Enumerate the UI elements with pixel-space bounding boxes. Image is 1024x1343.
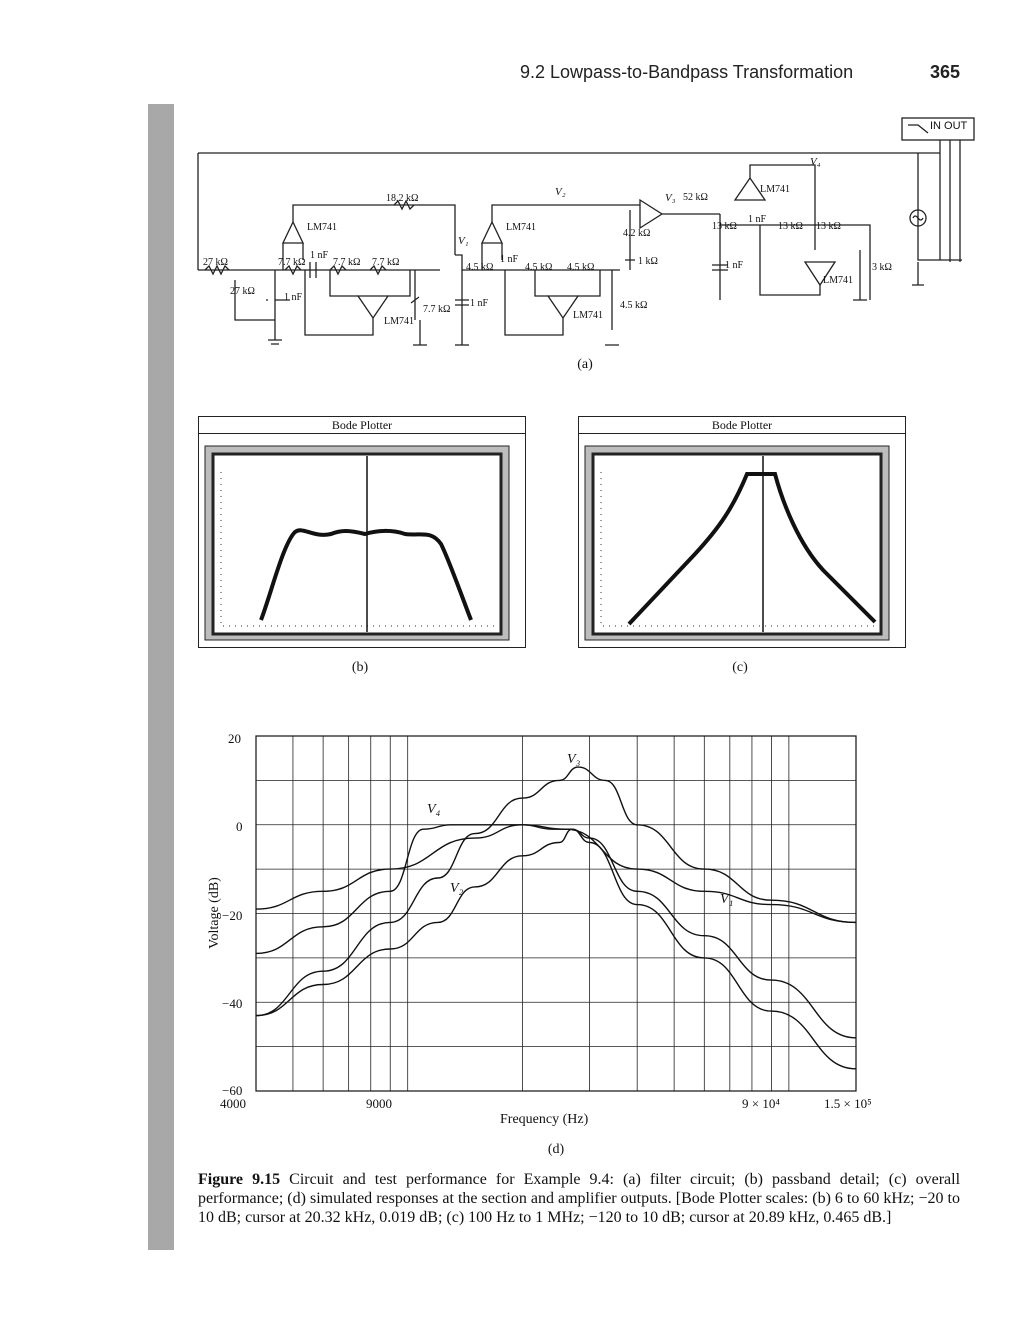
figure-caption: [198, 1170, 960, 1227]
ytick-minus20: −20: [222, 908, 243, 923]
label-1nf-f: 1 nF: [725, 260, 744, 271]
label-77k-b: 7.7 kΩ: [333, 257, 361, 268]
node-v4: V₄: [810, 156, 821, 168]
label-1k: 1 kΩ: [638, 256, 658, 267]
label-3k: 3 kΩ: [872, 262, 892, 273]
label-77k-a: 7.7 kΩ: [278, 257, 306, 268]
chart-series: [256, 767, 856, 1069]
ytick-0: 0: [236, 819, 243, 834]
bode-plotter-b: [198, 416, 526, 648]
bode-plotter-b-screen: [199, 434, 525, 646]
ytick-minus60: −60: [222, 1083, 243, 1098]
label-27k-b: 27 kΩ: [230, 286, 255, 297]
ytick-20: 20: [228, 731, 241, 746]
label-77k-c: 7.7 kΩ: [372, 257, 400, 268]
label-45k-c: 4.5 kΩ: [567, 262, 595, 273]
series-label-v1: V₁: [720, 892, 734, 907]
xtick-4000: 4000: [220, 1096, 246, 1111]
label-opamp-2: LM741: [384, 316, 414, 327]
running-head: 9.2 Lowpass-to-Bandpass Transformation: [520, 62, 854, 82]
series-label-v3: V₃: [567, 752, 581, 767]
label-a: (a): [577, 357, 593, 372]
label-42k: 4.2 kΩ: [623, 228, 651, 239]
series-line-4: [256, 825, 856, 1069]
label-1nf-a: 1 nF: [284, 292, 303, 303]
label-b: (b): [351, 660, 369, 675]
label-d: (d): [547, 1142, 565, 1157]
label-13k-a: 13 kΩ: [712, 221, 737, 232]
y-axis-label: Voltage (dB): [207, 877, 222, 949]
label-opamp-4: LM741: [573, 310, 603, 321]
label-opamp-1: LM741: [307, 222, 337, 233]
label-1nf-e: 1 nF: [748, 214, 767, 225]
label-45k-a: 4.5 kΩ: [466, 262, 494, 273]
ytick-minus40: −40: [222, 996, 243, 1011]
instrument-in-out-label: IN OUT: [930, 120, 968, 132]
xtick-9e4: 9 × 10⁴: [742, 1096, 780, 1111]
series-line-3: [256, 767, 856, 1016]
simulated-responses-chart: [190, 720, 890, 1160]
label-77k-d: 7.7 kΩ: [423, 304, 451, 315]
bode-plotter-c-title: Bode Plotter: [579, 417, 905, 434]
label-45k-b: 4.5 kΩ: [525, 262, 553, 273]
label-c: (c): [732, 660, 748, 675]
xtick-9000: 9000: [366, 1096, 392, 1111]
label-13k-c: 13 kΩ: [816, 221, 841, 232]
label-opamp-3: LM741: [506, 222, 536, 233]
series-line-1: [256, 825, 856, 923]
series-line-2: [256, 829, 856, 1038]
label-27k-a: 27 kΩ: [203, 257, 228, 268]
bode-plotter-c: [578, 416, 906, 648]
label-13k-b: 13 kΩ: [778, 221, 803, 232]
node-v1: V₁: [458, 235, 469, 247]
node-v2: V₂: [555, 186, 566, 198]
series-label-v4: V₄: [427, 802, 441, 817]
page-header: [520, 62, 960, 92]
gray-gutter-bar: [148, 104, 174, 1250]
label-45k-d: 4.5 kΩ: [620, 300, 648, 311]
caption-label: Figure 9.15: [198, 1171, 281, 1188]
label-52k: 52 kΩ: [683, 192, 708, 203]
bode-plotter-b-title: Bode Plotter: [199, 417, 525, 434]
bode-plotter-c-screen: [579, 434, 905, 646]
caption-text: Circuit and test performance for Example 9.4: (a) filter circuit; (b) passband detail; (c) overall performance; (d) simulated responses at the section and amplifier outputs. [Bode Plotter scales: (b) 6 to 60 kHz; −20 to 10 dB; cursor at 20.32 kHz, 0.019 dB; (c) 100 Hz to 1 MHz; −120 to 10 dB; cursor at 20.89 kHz, 0.465 dB.]: [198, 1171, 961, 1226]
filter-circuit-diagram: [190, 112, 980, 387]
x-axis-label: Frequency (Hz): [500, 1112, 589, 1127]
label-182k: 18.2 kΩ: [386, 193, 419, 204]
series-label-v2: V₂: [450, 881, 464, 896]
label-opamp-5: LM741: [760, 184, 790, 195]
label-opamp-6: LM741: [823, 275, 853, 286]
xtick-1.5e5: 1.5 × 10⁵: [824, 1096, 872, 1111]
chart-grid: [256, 736, 856, 1091]
label-1nf-b: 1 nF: [310, 250, 329, 261]
label-1nf-c: 1 nF: [470, 298, 489, 309]
node-v3: V₃: [665, 192, 676, 204]
label-1nf-d: 1 nF: [500, 254, 519, 265]
page-number: 365: [929, 62, 960, 82]
